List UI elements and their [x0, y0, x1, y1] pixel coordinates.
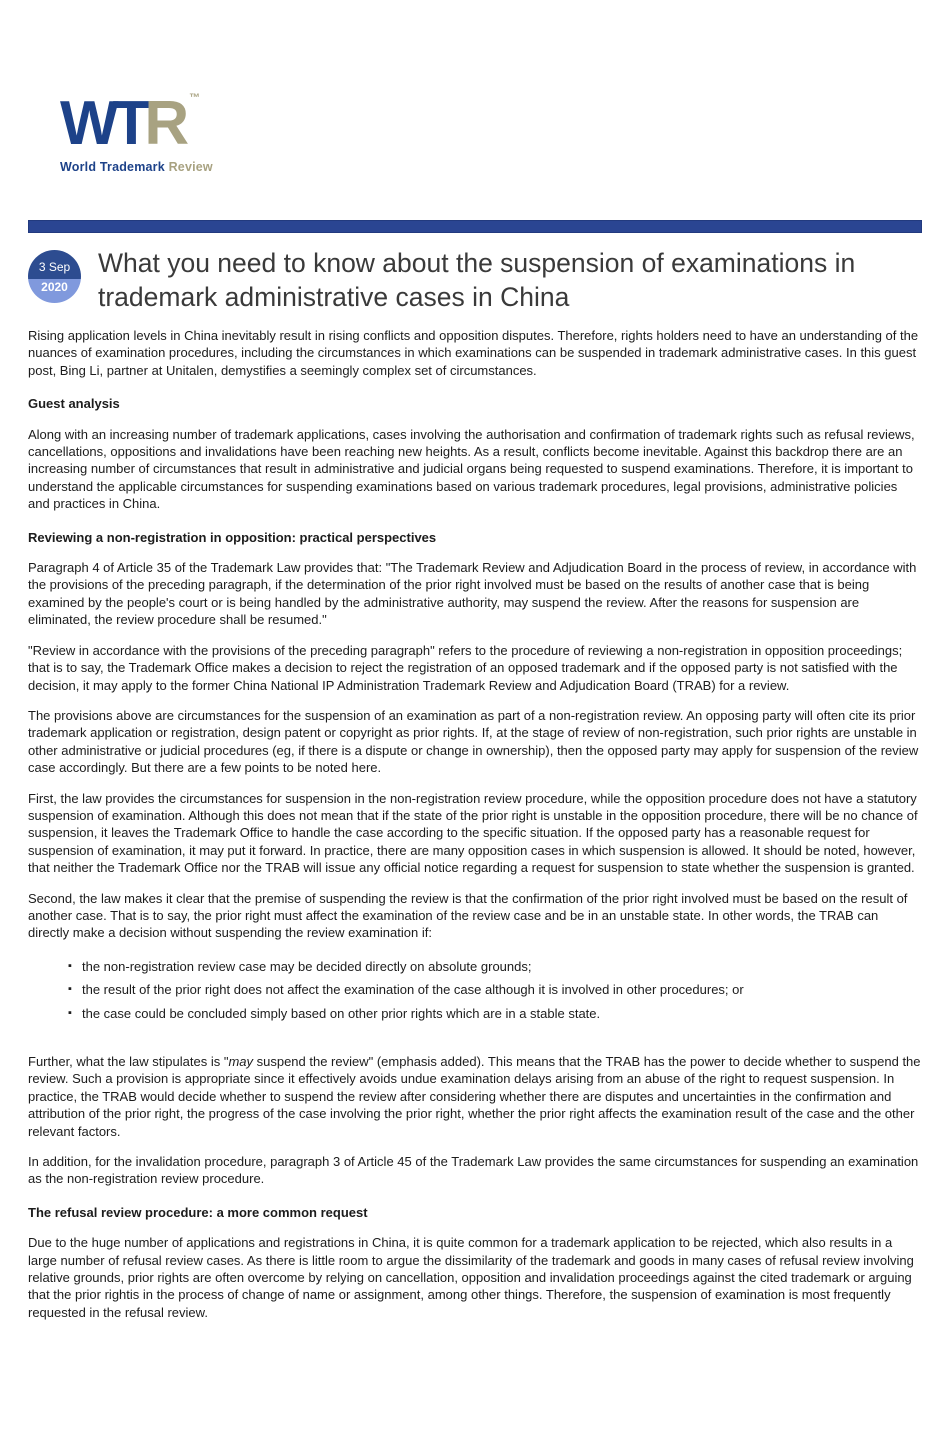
divider-bar — [28, 220, 922, 233]
date-badge-day-month: 3 Sep — [28, 250, 81, 279]
heading-refusal-review: The refusal review procedure: a more common request — [28, 1204, 368, 1220]
paragraph-review-definition: "Review in accordance with the provisions of the preceding paragraph" refers to the procedure of reviewing a non-registration in opposition proceedings; that is to say, the Trademark Office makes a decision to reject the registration of an opposed trademark and if the opposed party is not satisfied with the decision, it may apply to the former China National IP Administration Trademark Review and Adjudication Board (TRAB) for a review. — [28, 642, 903, 693]
article-header — [28, 250, 922, 314]
further-text-italic: may — [228, 1054, 253, 1069]
heading-guest-analysis: Guest analysis — [28, 396, 120, 412]
paragraph-along-with: Along with an increasing number of trademark applications, cases involving the authorisation and confirmation of trademark rights such as refusal reviews, cancellations, oppositions and invalidations have been reaching new heights. As a result, conflicts become inevitable. Against this backdrop there are an increasing number of circumstances that result in administrative and judicial organs being requested to suspend examinations. Therefore, it is important to understand the applicable circumstances for suspending examinations based on various trademark procedures, legal provisions, administrative policies and practices in China. — [28, 426, 915, 512]
list-item: ▪ the case could be concluded simply based on other prior rights which are in a stable state. — [82, 1005, 922, 1022]
article-body — [28, 327, 922, 1321]
list-item: ▪ the result of the prior right does not affect the examination of the case although it is involved in other procedures; or — [82, 981, 922, 998]
paragraph-due-to: Due to the huge number of applications and registrations in China, it is quite common for a trademark application to be rejected, which also results in a large number of refusal review cases. As there is little room to argue the dissimilarity of the trademark and goods in many cases of refusal review involving relative grounds, prior rights are often overcome by relying on cancellation, opposition and invalidation proceedings against the cited trademark or arguing that the prior rightis in the process of change of name or assignment, among other things. Therefore, the suspension of examination is most frequently requested in the refusal review. — [28, 1235, 914, 1320]
further-text-after: suspend the review" (emphasis added). This means that the TRAB has the power to decide whether to suspend the review. Such a provision is appropriate since it effectively avoids undue examination delays arising from an abuse of the right to request suspension. In practice, the TRAB would decide whether to suspend the review after considering whether there are disputes and uncertainties in the confirmation and attribution of the prior right, the progress of the case involving the prior right, whether the prior right affects the examination result of the case and the other relevant factors. — [28, 1054, 921, 1139]
paragraph-first-point: First, the law provides the circumstances for suspension in the non-registration review procedure, while the opposition procedure does not have a statutory suspension of examination. Although this does not mean that if the state of the prior right is unstable in the opposition procedure, there will be no chance of suspension, it leaves the Trademark Office to handle the case according to the specific situation. If the opposed party has a reasonable request for suspension of examination, it may put it forward. In practice, there are many opposition cases in which suspension is allowed. It should be noted, however, that neither the Trademark Office nor the TRAB will issue any official notice regarding a request for suspension to state whether the suspension is granted. — [28, 790, 918, 876]
paragraph-provisions-above: The provisions above are circumstances for the suspension of an examination as part of a non-registration review. An opposing party will often cite its prior trademark application or registration, design patent or copyright as prior rights. If, at the stage of review of non-registration, such prior rights are unstable in other administrative or judicial procedures (eg, if there is a dispute or change in ownership), then the opposed party may apply for suspension of the review case accordingly. But there are a few points to be noted here. — [28, 707, 919, 776]
paragraph-article-35: Paragraph 4 of Article 35 of the Trademark Law provides that: "The Trademark Review and Adjudication Board in the process of review, in accordance with the provisions of the preceding paragraph, if the determination of the prior right involved must be based on the results of another case that is being examined by the people's court or is being handled by the administrative authority, may suspend the review. After the reasons for suspension are eliminated, the review procedure shall be resumed." — [28, 560, 917, 628]
logo-subtitle-blue: World Trademark — [60, 160, 165, 174]
logo-letters-blue: WT — [60, 89, 145, 158]
further-text-before: Further, what the law stipulates is " — [28, 1054, 229, 1069]
intro-paragraph: Rising application levels in China inevitably result in rising conflicts and opposition disputes. Therefore, rights holders need to have an understanding of the nuances of examination procedures, including the circumstances in which examinations can be suspended in trademark administrative cases. In this guest post, Bing Li, partner at Unitalen, demystifies a seemingly complex set of circumstances. — [28, 328, 919, 378]
date-badge — [28, 250, 81, 303]
wtr-logo-letters — [60, 89, 922, 158]
paragraph-in-addition: In addition, for the invalidation procedure, paragraph 3 of Article 45 of the Trademark Law provides the same circumstances for suspending an examination as the non-registration review procedure. — [28, 1154, 919, 1187]
heading-reviewing-non-registration: Reviewing a non-registration in opposition: practical perspectives — [28, 529, 437, 545]
conditions-list — [28, 958, 922, 1022]
logo-subtitle-tan: Review — [164, 160, 213, 174]
paragraph-further — [28, 1053, 922, 1140]
wtr-logo-subtitle — [60, 160, 922, 174]
date-badge-year: 2020 — [28, 279, 81, 303]
logo-letter-tan: R — [144, 89, 184, 158]
list-item: ▪ the non-registration review case may be decided directly on absolute grounds; — [82, 958, 922, 975]
wtr-logo — [60, 89, 922, 174]
article-page — [0, 89, 950, 1321]
paragraph-second-point: Second, the law makes it clear that the premise of suspending the review is that the confirmation of the prior right involved must be based on the result of another case. That is to say, the prior right must affect the examination of the review case and be in an unstable state. In other words, the TRAB can directly make a decision without suspending the review examination if: — [28, 890, 908, 941]
trademark-symbol: ™ — [189, 92, 201, 104]
page-title: What you need to know about the suspension of examinations in trademark administrative cases in China — [98, 248, 856, 312]
